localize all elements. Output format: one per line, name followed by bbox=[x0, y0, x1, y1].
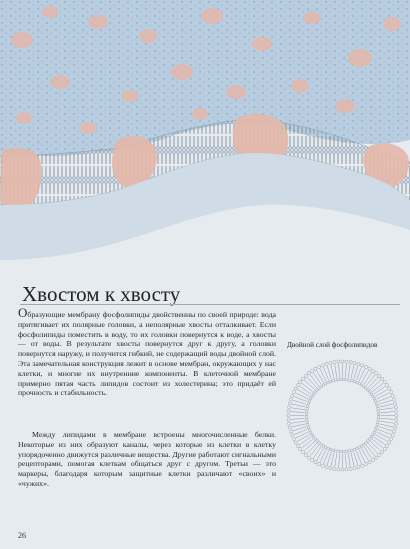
page-number: 26 bbox=[18, 531, 26, 540]
heading-divider bbox=[20, 304, 400, 305]
phospholipid-bilayer-ring bbox=[285, 358, 400, 473]
body-paragraph-1: Образующие мембрану фосфолипиды двойственны по своей природе: вода притягивает их полярные головки, а неполярные хвосты отталкивает. Если фосфолипиды поместить в воду, то их головки повернутся к воде, а хвосты — от воды. В результате хвосты повернутся друг к другу, а головки повернутся наружу, и получится гибкий, не содержащий воды двойной слой. Эта замечательная конструкция лежит в основе мембран, окружающих у нас клетки, и многие их внутренние компоненты. В клеточной мембране примерно пятая часть липидов состоит из холестерина; это придаёт ей прочность и стабильность. bbox=[18, 305, 276, 398]
body-paragraph-2: Между липидами в мембране встроены многочисленные белки. Некоторые из них образуют каналы, через которые из клетки в клетку упорядоченно движутся различные вещества. Другие работают сигнальными рецепторами, помогая клеткам общаться друг с другом. Третьи — это маркеры, благодаря которым защитные клетки различают «своих» и «чужих». bbox=[18, 430, 276, 488]
figure-caption: Двойной слой фосфолипидов bbox=[287, 341, 378, 349]
section-heading: Хвостом к хвосту bbox=[22, 282, 181, 306]
